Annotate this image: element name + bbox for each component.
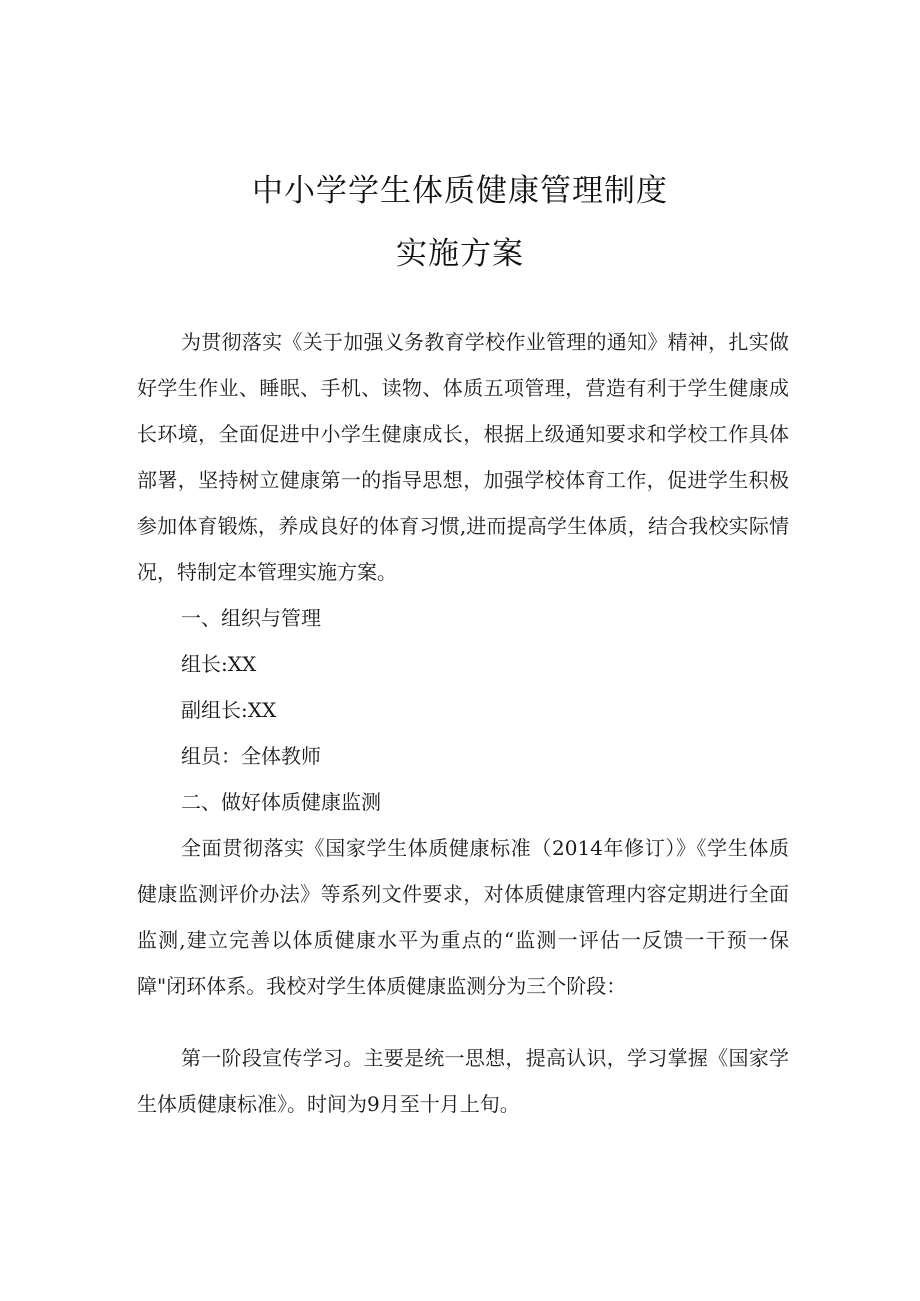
vice-leader-line: 副组长:XX [181, 698, 277, 722]
leader-line: 组长:XX [181, 652, 257, 676]
stage-1-paragraph: 第一阶段宣传学习。主要是统一思想，提高认识，学习掌握《国家学生体质健康标准》。时间为9月至十月上旬。 [137, 1046, 789, 1116]
document-title-line-2: 实施方案 [396, 236, 524, 272]
section-1-heading: 一、组织与管理 [181, 606, 321, 630]
members-line: 组员：全体教师 [181, 744, 321, 768]
section-2-paragraph: 全面贯彻落实《国家学生体质健康标准（2014年修订）》《学生体质健康监测评价办法》等系列文件要求，对体质健康管理内容定期进行全面监测,建立完善以体质健康水平为重点的“监测一评估一反馈一干预一保障"闭环体系。我校对学生体质健康监测分为三个阶段： [137, 836, 789, 998]
stage-section [137, 1035, 789, 1127]
document-body [137, 319, 789, 1009]
section-2-heading: 二、做好体质健康监测 [181, 790, 381, 814]
document-title-line-1: 中小学学生体质健康管理制度 [252, 173, 668, 209]
intro-paragraph: 为贯彻落实《关于加强义务教育学校作业管理的通知》精神，扎实做好学生作业、睡眠、手机、读物、体质五项管理，营造有利于学生健康成长环境，全面促进中小学生健康成长，根据上级通知要求和学校工作具体部署，坚持树立健康第一的指导思想，加强学校体育工作，促进学生积极参加体育锻炼，养成良好的体育习惯,进而提高学生体质，结合我校实际情况，特制定本管理实施方案。 [137, 330, 789, 584]
